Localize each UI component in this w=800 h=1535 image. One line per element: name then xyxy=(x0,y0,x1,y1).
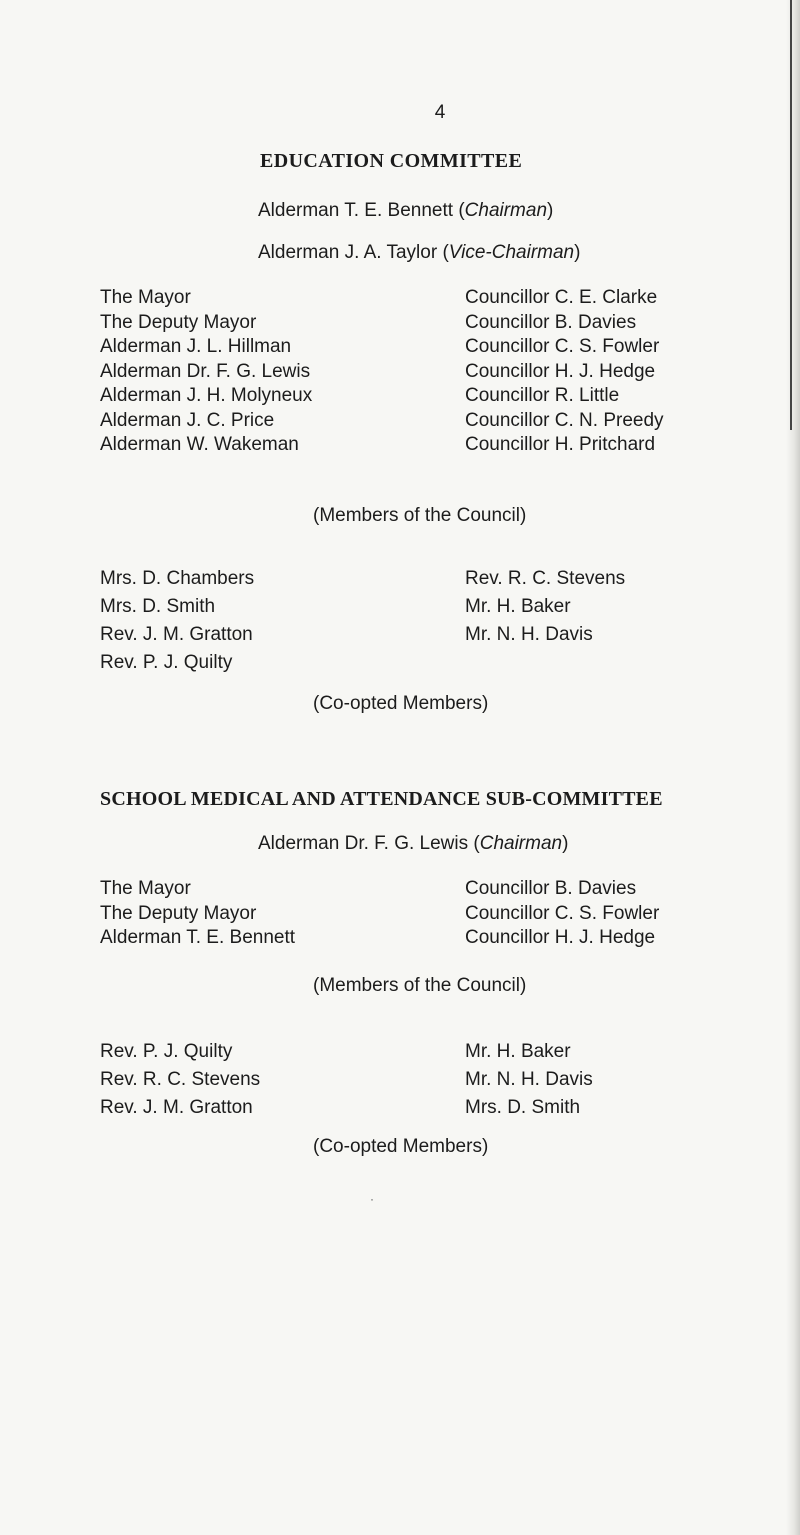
school-medical-coopted-left xyxy=(100,1041,260,1125)
member-name: Councillor C. E. Clarke xyxy=(465,287,658,308)
member-name: The Deputy Mayor xyxy=(100,902,257,924)
member-name: Councillor C. S. Fowler xyxy=(465,902,660,924)
member-name: The Mayor xyxy=(100,878,191,899)
member-name: Councillor R. Little xyxy=(465,385,620,406)
member-name: Councillor C. N. Preedy xyxy=(465,409,664,431)
vice-chairman-role: Vice-Chairman xyxy=(448,242,575,263)
school-medical-council-left xyxy=(100,878,295,952)
education-chairman: Alderman T. E. Bennett (Chairman) xyxy=(258,200,554,221)
education-council-left xyxy=(100,287,312,459)
member-name: Councillor B. Davies xyxy=(465,311,637,333)
page-binding-line xyxy=(790,0,792,430)
member-name: Councillor B. Davies xyxy=(465,878,637,899)
page-number: 4 xyxy=(434,102,446,123)
school-medical-chairman: Alderman Dr. F. G. Lewis (Chairman) xyxy=(258,833,569,854)
school-medical-council-right xyxy=(465,878,659,952)
member-name: Rev. R. C. Stevens xyxy=(100,1069,261,1090)
education-committee-heading: EDUCATION COMMITTEE xyxy=(260,150,523,172)
member-name: Mrs. D. Chambers xyxy=(100,568,255,589)
member-name: Rev. P. J. Quilty xyxy=(100,1041,233,1062)
school-medical-council-caption: (Members of the Council) xyxy=(313,975,527,996)
member-name: Rev. P. J. Quilty xyxy=(100,652,233,673)
member-name: The Deputy Mayor xyxy=(100,311,257,333)
education-council-caption: (Members of the Council) xyxy=(313,505,527,526)
school-medical-heading: SCHOOL MEDICAL AND ATTENDANCE SUB-COMMITTEE xyxy=(100,788,663,810)
member-name: Alderman Dr. F. G. Lewis xyxy=(100,360,311,382)
member-name: Mr. H. Baker xyxy=(465,1041,571,1062)
member-name: Rev. J. M. Gratton xyxy=(100,1097,253,1118)
education-vice-chairman: Alderman J. A. Taylor (Vice-Chairman) xyxy=(258,242,581,263)
member-name: Rev. R. C. Stevens xyxy=(465,568,626,589)
education-coopted-right xyxy=(465,568,625,652)
chairman-role: Chairman xyxy=(479,833,563,854)
member-name: Alderman T. E. Bennett xyxy=(100,927,296,948)
member-name: Councillor H. J. Hedge xyxy=(465,927,656,948)
member-name: Alderman J. H. Molyneux xyxy=(100,385,313,406)
member-name: Councillor H. Pritchard xyxy=(465,434,656,455)
member-name: Mr. N. H. Davis xyxy=(465,1069,593,1090)
education-coopted-left xyxy=(100,568,254,680)
member-name: Mr. H. Baker xyxy=(465,596,571,617)
education-coopted-caption: (Co-opted Members) xyxy=(313,693,489,714)
member-name: Alderman J. L. Hillman xyxy=(100,336,292,357)
member-name: Mrs. D. Smith xyxy=(465,1097,581,1118)
chairman-role: Chairman xyxy=(464,200,548,221)
member-name: Alderman J. C. Price xyxy=(100,409,275,431)
page-edge-shadow xyxy=(786,0,800,1535)
member-name: Rev. J. M. Gratton xyxy=(100,624,253,645)
member-name: Alderman W. Wakeman xyxy=(100,434,299,455)
ink-speck: · xyxy=(370,1192,374,1206)
member-name: Councillor H. J. Hedge xyxy=(465,360,656,382)
education-council-right xyxy=(465,287,664,459)
member-name: Councillor C. S. Fowler xyxy=(465,336,660,357)
vice-chairman-name: Alderman J. A. Taylor xyxy=(258,242,438,263)
chairman-name: Alderman T. E. Bennett xyxy=(258,200,454,221)
school-medical-coopted-caption: (Co-opted Members) xyxy=(313,1136,489,1157)
chairman-name: Alderman Dr. F. G. Lewis xyxy=(258,833,469,854)
school-medical-coopted-right xyxy=(465,1041,593,1125)
member-name: Mr. N. H. Davis xyxy=(465,624,593,645)
member-name: Mrs. D. Smith xyxy=(100,596,216,617)
member-name: The Mayor xyxy=(100,287,191,308)
